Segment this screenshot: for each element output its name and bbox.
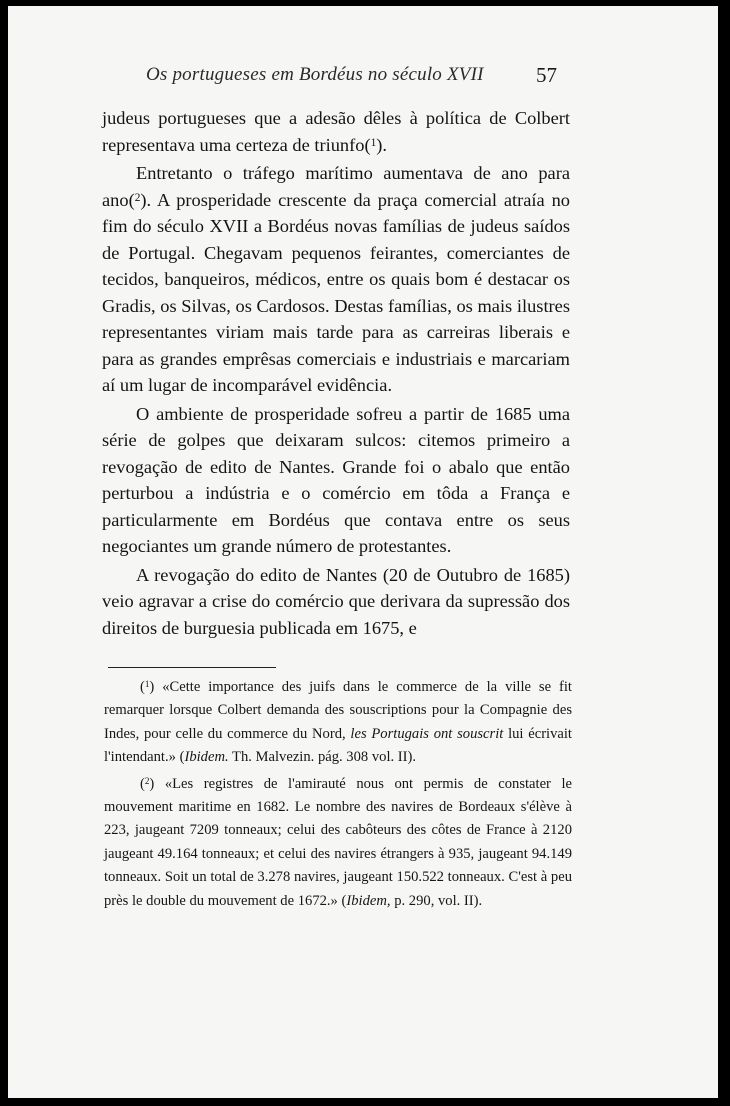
footnote-1-text-c: Th. Malvezin. pág. 308 vol. II). [228, 749, 417, 766]
page-number: 57 [536, 63, 557, 87]
footnote-1: ($^1$) «Cette importance des juifs dans le commerce de la ville se fit remarquer lorsque Colbert demanda des souscriptions pour la Compagnie des Indes, pour celle du commerce du Nord, les Portugais ont souscrit lui écrivait l'intendant.» (Ibidem. Th. Malvezin. pág. 308 vol. II). [104, 678, 572, 766]
paragraph-1-text: judeus portugueses que a adesão dêles à política de Colbert representava uma certeza de triunfo [102, 108, 570, 155]
paragraph-2-text-b: . A prosperidade crescente da praça comercial atraía no fim do século XVII a Bordéus novas famílias de judeus saídos de Portugal. Chegavam pequenos feirantes, comerciantes de tecidos, banqueiros, médicos, entre os quais bom é destacar os Gradis, os Silvas, os Cardosos. Destas famílias, os mais ilustres representantes viriam mais tarde para as carreiras liberais e para as grandes emprêsas comerciais e industriais e marcariam aí um lugar de incomparável evidência. [102, 189, 570, 395]
footnote-ref-2: 2 [134, 191, 141, 204]
footnote-1-italic: les Portugais ont souscrit [350, 725, 504, 742]
footnote-1-ibidem: Ibidem. [184, 749, 229, 766]
footnote-separator [108, 667, 276, 668]
paragraph-3 [102, 401, 570, 560]
footnote-2-ibidem: Ibidem, [346, 892, 391, 909]
paragraph-2-text-a: Entretanto o tráfego marítimo aumentava de ano para ano [102, 163, 570, 210]
footnote-2-text-a: «Les registres de l'amirauté nous ont permis de constater le mouvement maritime en 1682. Le nombre des navires de Bordeaux s'élève à 223, jaugeant 7209 tonneaux; celui des cabôteurs des côtes de France à 2120 jaugeant 49.164 tonneaux; et celui des navires étrangers à 935, jaugeant 94.149 tonneaux. Soit un total de 3.278 navires, jaugeant 150.522 tonneaux. C'est à peu près le double du mouvement de 1672.» ( [104, 775, 572, 909]
footnote-2-text-b: p. 290, vol. II). [390, 892, 483, 909]
paragraph-4 [102, 562, 570, 642]
paragraph-4-text: A revogação do edito de Nantes (20 de Outubro de 1685) veio agravar a crise do comércio que derivara da supressão dos direitos de burguesia publicada em 1675, e [102, 564, 570, 638]
footnote-1-text-a: «Cette importance des juifs dans le commerce de la ville se fit remarquer lorsque Colbert demanda des souscriptions pour la Compagnie des Indes, pour celle du commerce du Nord, [104, 679, 572, 742]
page-header [8, 64, 718, 94]
paragraph-2: Entretanto o tráfego marítimo aumentava de ano para ano($^2$). A prosperidade crescente da praça comercial atraía no fim do século XVII a Bordéus novas famílias de judeus saídos de Portugal. Chegavam pequenos feirantes, comerciantes de tecidos, banqueiros, médicos, entre os quais bom é destacar os Gradis, os Silvas, os Cardosos. Destas famílias, os mais ilustres representantes viriam mais tarde para as carreiras liberais e para as grandes emprêsas comerciais e industriais e marcariam aí um lugar de incomparável evidência. [102, 163, 570, 395]
footnote-2: ($^2$) «Les registres de l'amirauté nous ont permis de constater le mouvement maritime en 1682. Le nombre des navires de Bordeaux s'élève à 223, jaugeant 7209 tonneaux; celui des cabôteurs des côtes de France à 2120 jaugeant 49.164 tonneaux; et celui des navires étrangers à 935, jaugeant 94.149 tonneaux. Soit un total de 3.278 navires, jaugeant 150.522 tonneaux. C'est à peu près le double du mouvement de 1672.» (Ibidem, p. 290, vol. II). [104, 775, 572, 909]
paragraph-1-end: . [382, 134, 387, 155]
main-text [102, 105, 570, 641]
footnote-2-mark: 2 [144, 775, 150, 786]
paragraph-3-text: O ambiente de prosperidade sofreu a partir de 1685 uma série de golpes que deixaram sulcos: citemos primeiro a revogação de edito de Nantes. Grande foi o abalo que então perturbou a indústria e o comércio em tôda a França e particularmente em Bordéus que contava entre os seus negociantes um grande número de protestantes. [102, 403, 570, 556]
paragraph-1: judeus portugueses que a adesão dêles à política de Colbert representava uma certeza de triunfo($^1$). [102, 108, 570, 155]
footnote-1-mark: 1 [144, 678, 150, 689]
running-title: Os portugueses em Bordéus no século XVII [146, 64, 484, 85]
footnotes [104, 676, 572, 913]
footnote-1-text-b: lui écrivait l'intendant.» ( [104, 725, 572, 766]
book-page [8, 6, 718, 1098]
footnote-ref-1: 1 [370, 136, 377, 149]
